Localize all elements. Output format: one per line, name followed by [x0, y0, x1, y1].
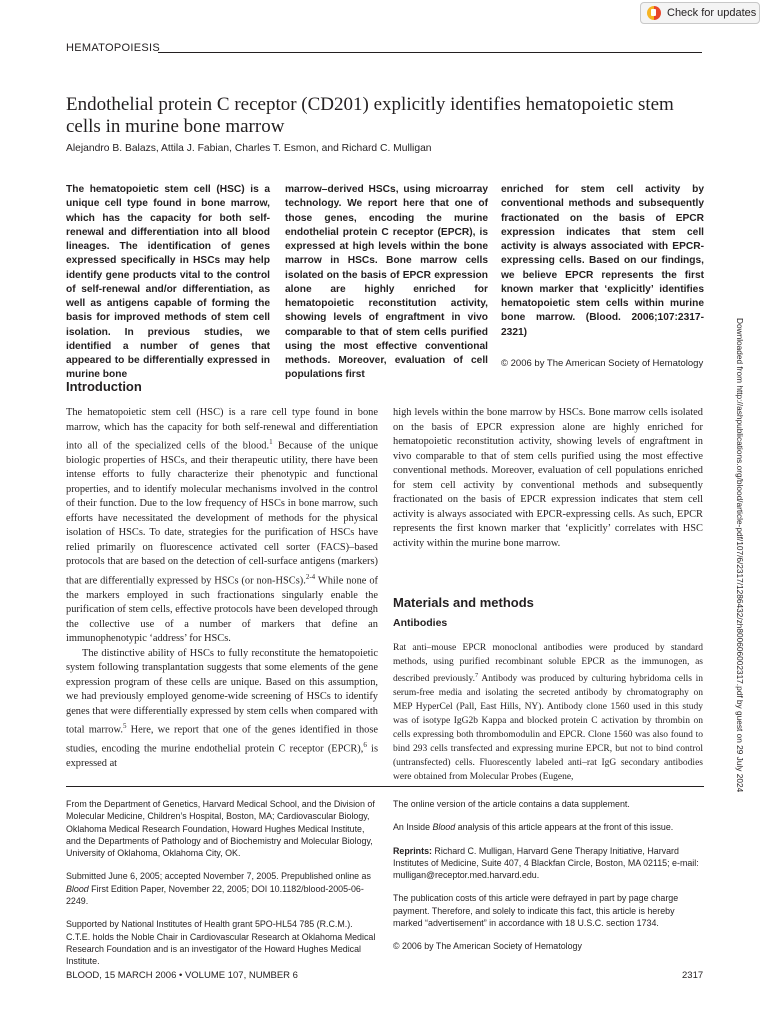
funding-note: Supported by National Institutes of Health grant 5PO-HL54 785 (R.C.M.). C.T.E. holds the Noble Chair in Cardiovascular Research at Oklahoma Medical Research Foundation and is an investigator of the Howard Hughes Medical Institute. — [66, 919, 376, 967]
abstract-text-1: The hematopoietic stem cell (HSC) is a unique cell type found in bone marrow, which has the capacity for both self-renewal and differentiation into all blood lineages. The identification of genes expressed specifically in HSCs may help identify gene products vital to the control of self-renewal and/or differentiation, as well as antigens capable of forming the basis for improved methods of stem cell isolation. In previous studies, we identified a number of genes that appeared to be differentially expressed in murine bone — [66, 184, 270, 381]
download-watermark — [735, 318, 745, 793]
footnotes-left — [66, 798, 376, 979]
intro-p2-part-b: Here, we report that one of the genes identified in those studies, encoding the murine endothelial protein C receptor (EPCR), — [66, 724, 378, 755]
intro-paragraph-1 — [66, 406, 378, 647]
check-for-updates-label: Check for updates — [667, 7, 757, 19]
intro-p1-part-c: While none of the markers employed in such fractionations singularly enable the purification of stem cells, effective protocols have been developed through the collective use of a number of markers that define an immunophenotypic ‘address’ for HSCs. — [66, 575, 378, 645]
abstract-column-2 — [285, 183, 488, 383]
inside-journal: Blood — [432, 822, 456, 833]
journal-citation: BLOOD, 15 MARCH 2006 • VOLUME 107, NUMBER 6 — [66, 970, 298, 981]
submission-note — [66, 870, 376, 907]
abstract-text-3: enriched for stem cell activity by conventional methods and subsequently fractionated on the basis of EPCR expression indicates that stem cell activity is always associated with EPCR-expressing cells. Based on our findings, we believe EPCR represents the first known marker that ‘explicitly’ identifies hematopoietic stem cells within murine bone marrow. (Blood. 2006;107:2317-2321) — [501, 184, 704, 338]
reprints-label: Reprints: — [393, 845, 432, 856]
antibodies-paragraph — [393, 641, 703, 784]
section-label: HEMATOPOIESIS — [66, 42, 160, 54]
advertisement-note: The publication costs of this article were defrayed in part by page charge payment. Therefore, and solely to indicate this fact, this article is hereby marked “advertisement” in accordance with 18 U.S.C. section 1734. — [393, 893, 679, 929]
citation-7[interactable]: 7 — [474, 672, 479, 679]
intro-p2-part-c: is expressed at — [66, 743, 378, 770]
intro-p2-part-a: The distinctive ability of HSCs to fully reconstitute the hematopoietic system following transplantation suggests that some elements of the gene expression program of these cells are unique. Based on this assumption, we had previously employed genome-wide screening of HSCs to identify genes that were differentially expressed by stem cells when compared with total marrow. — [66, 647, 378, 736]
citation-5[interactable]: 5 — [122, 722, 127, 731]
introduction-column-2 — [393, 406, 703, 551]
citation-6[interactable]: 6 — [363, 741, 367, 750]
inside-blood-note — [393, 821, 703, 833]
section-rule — [158, 52, 702, 53]
antibodies-text-b: Antibody was produced by culturing hybridoma cells in serum-free media and isolating the secreted antibody by chromatography on MEP HyperCel (Pall, East Hills, NY). Antibody clone 1560 used in this study was of isotype IgG2b Kappa and blocked protein C activation by thrombin on cells expressing both thrombomodulin and EPCR. Clone 1560 was also found to bind 293 cells transfected and expressing murine EPCR, but not to bind control (untransfected) cells. Fluorescently labeled anti–rat IgG secondary antibodies were obtained from Molecular Probes (Eugene, — [393, 674, 704, 783]
intro-paragraph-3: high levels within the bone marrow by HSCs. Bone marrow cells isolated on the basis of EPCR expression alone are highly enriched for hematopoietic reconstitution activity, showing levels of engraftment in vivo comparable to that of stem cells purified using the most effective conventional methods. Moreover, evaluation of cell populations enriched for stem cell activity by conventional methods and subsequently fractionated on the basis of EPCR expression indicates that stem cell activity is always associated with EPCR-expressing cells. As such, EPCR represents the first known marker that ‘explicitly’ correlates with HSC activity within the murine bone marrow. — [393, 407, 703, 549]
footnote-copyright: © 2006 by The American Society of Hematology — [393, 941, 582, 952]
download-watermark-text: Downloaded from http://ashpublications.org/blood/article-pdf/107/6/2317/1286432/zh800606002317.pdf by guest on 29 July 2024 — [735, 318, 745, 793]
intro-paragraph-2 — [66, 647, 378, 772]
introduction-heading: Introduction — [66, 379, 142, 394]
submission-journal: Blood — [66, 883, 89, 894]
introduction-column-1 — [66, 406, 378, 772]
page-number: 2317 — [682, 970, 704, 981]
crossmark-icon — [647, 6, 661, 20]
title-line-1: Endothelial protein C receptor (CD201) explicitly identifies hematopoietic stem — [66, 94, 674, 115]
inside-text-b: analysis of this article appears at the front of this issue. — [455, 822, 674, 833]
footnote-rule — [66, 786, 704, 787]
abstract-column-1 — [66, 183, 270, 383]
title-line-2: cells in murine bone marrow — [66, 116, 285, 137]
citation-2-4[interactable]: 2-4 — [305, 572, 316, 581]
article-title — [66, 94, 706, 138]
submission-text-b: First Edition Paper, November 22, 2005; DOI 10.1182/blood-2005-06-2249. — [66, 883, 364, 907]
antibodies-subheading: Antibodies — [393, 617, 448, 629]
inside-text-a: An Inside — [393, 822, 433, 833]
submission-text-a: Submitted June 6, 2005; accepted November 7, 2005. Prepublished online as — [66, 871, 371, 882]
intro-p1-part-b: Because of the unique biologic properties of HSCs, and their therapeutic utility, there have been intense efforts to fully characterize their phenotypic and functional properties, and to identify molecular mechanisms involved in the control of their function. Due to the low frequency of HSCs in bone marrow, such efforts have necessitated the development of methods for the physical isolation of HSCs. To date, strategies for the purification of HSCs have relied primarily on fluorescence activated cell sorter (FACS)–based protocols that are based on the detection of cell-surface antigens (markers) that are differentially expressed by HSCs (or non-HSCs). — [66, 440, 379, 587]
reprints-text: Richard C. Mulligan, Harvard Gene Therapy Initiative, Harvard Institutes of Medicine, Suite 407, 4 Blackfan Circle, Boston, MA 02115; e-mail: mulligan@receptor.med.harvard.edu. — [393, 845, 699, 881]
reprints-note — [393, 845, 703, 882]
abstract-copyright: © 2006 by The American Society of Hematology — [501, 358, 704, 369]
check-for-updates-button[interactable] — [640, 2, 760, 24]
antibodies-text-a: Rat anti–mouse EPCR monoclonal antibodies were produced by standard methods, using purified recombinant soluble EPCR as the immunogen, as described previously. — [393, 643, 703, 685]
footnotes-right — [393, 798, 703, 964]
affiliations-note: From the Department of Genetics, Harvard Medical School, and the Division of Molecular Medicine, Children’s Hospital, Boston, MA; Cardiovascular Biology, Oklahoma Medical Research Foundation, Howard Hughes Medical Institute, and the Departments of Pathology and of Biochemistry and Molecular Biology, University of Oklahoma, Oklahoma City, OK. — [66, 799, 375, 859]
abstract-column-3 — [501, 183, 704, 340]
methods-heading: Materials and methods — [393, 595, 534, 610]
abstract-text-2: marrow–derived HSCs, using microarray technology. We report here that one of those genes, encoding the murine endothelial protein C receptor (EPCR), is expressed at high levels within the bone marrow in HSCs. Bone marrow cells isolated on the basis of EPCR expression alone are highly enriched for hematopoietic reconstitution activity, showing levels of engraftment in vivo comparable to that of stem cells purified using the most effective conventional methods. Moreover, evaluation of cell populations first — [285, 184, 488, 381]
citation-1[interactable]: 1 — [269, 438, 273, 446]
methods-text — [393, 641, 703, 784]
supplement-note: The online version of the article contains a data supplement. — [393, 799, 630, 809]
author-list: Alejandro B. Balazs, Attila J. Fabian, Charles T. Esmon, and Richard C. Mulligan — [66, 143, 432, 154]
intro-p1-part-a: The hematopoietic stem cell (HSC) is a rare cell type found in bone marrow, which has the capacity for both self-renewal and differentiation into all of the specialized cells of the blood. — [66, 407, 378, 452]
